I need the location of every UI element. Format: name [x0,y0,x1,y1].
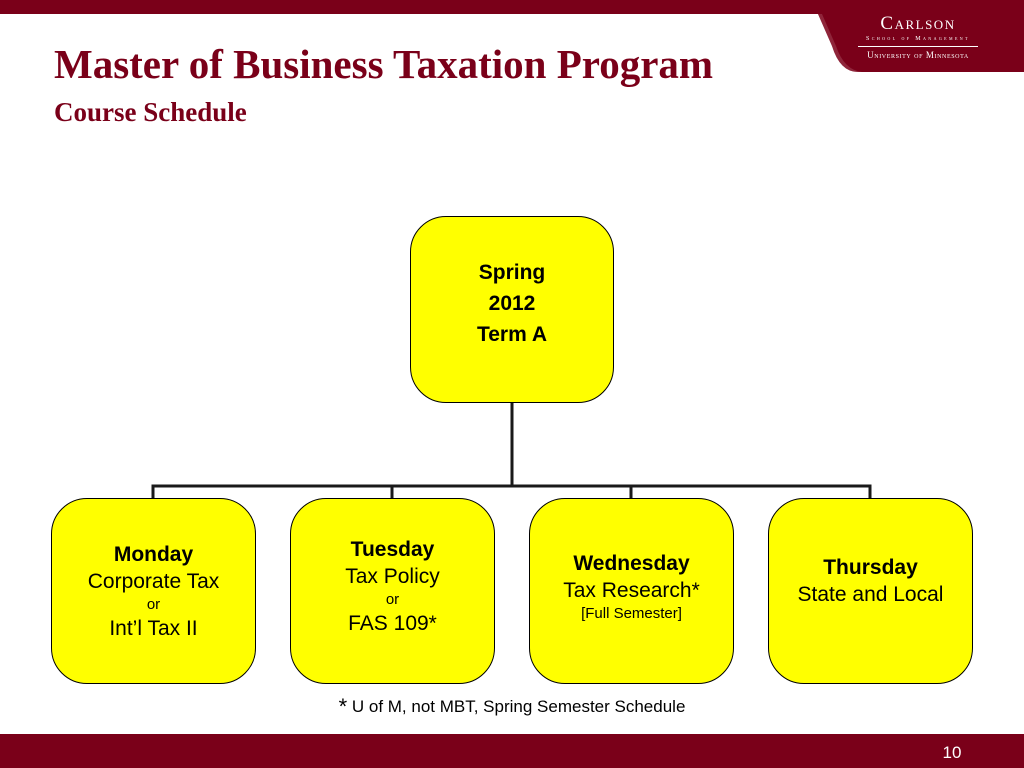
root-node-spring-2012 [410,216,614,403]
day-name: Wednesday [573,552,690,575]
logo-name: Carlson [880,13,956,34]
logo-school: School of Management [866,36,970,42]
page-title: Master of Business Taxation Program [54,41,714,87]
course-name: Tax Policy [345,564,440,588]
root-line-2: 2012 [488,292,536,315]
footnote-text: U of M, not MBT, Spring Semester Schedule [347,697,686,716]
course-name: Corporate Tax [87,569,220,593]
day-name: Monday [113,542,194,566]
page-subtitle: Course Schedule [54,97,247,127]
day-node-wednesday [529,498,734,684]
logo-university: University of Minnesota [867,50,969,60]
course-name: Tax Research* [563,579,700,602]
root-line-1: Spring [478,261,546,284]
or-connector: or [385,590,400,608]
or-connector: or [146,595,161,613]
page-number: 10 [942,743,962,762]
alt-course-name: Int’l Tax II [109,616,198,640]
day-name: Thursday [823,556,918,579]
day-node-thursday [768,498,973,684]
semester-note: [Full Semester] [581,605,682,622]
footnote-marker: * [338,694,348,719]
root-line-3: Term A [476,323,547,346]
day-node-monday [51,498,256,684]
day-name: Tuesday [350,537,435,561]
course-name: State and Local [797,583,944,606]
footnote [0,693,1024,721]
bottom-banner [0,734,1024,768]
alt-course-name: FAS 109* [348,611,437,635]
day-node-tuesday [290,498,495,684]
